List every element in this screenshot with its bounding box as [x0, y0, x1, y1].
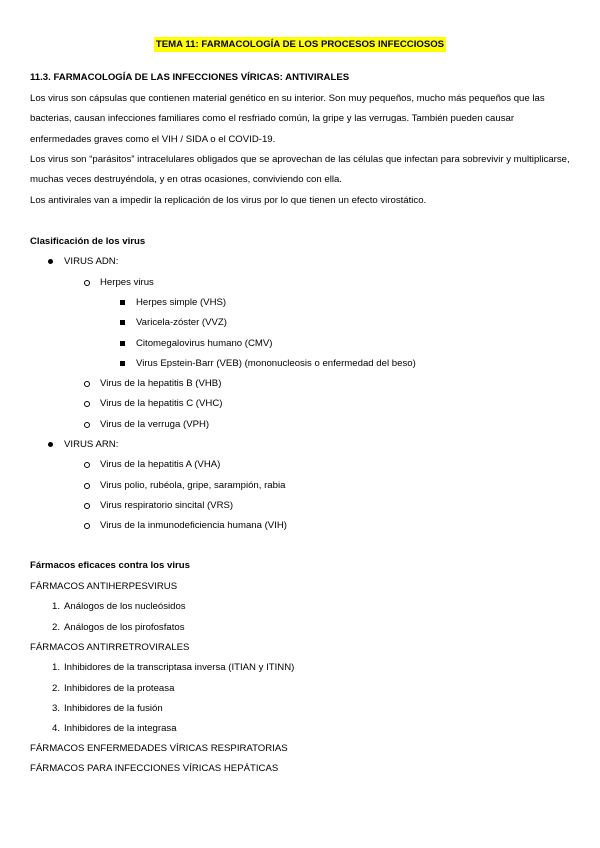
list-item-virus-arn: VIRUS ARN: — [64, 439, 119, 450]
section-heading: 11.3. FARMACOLOGÍA DE LAS INFECCIONES VÍRICAS: ANTIVIRALES — [30, 72, 350, 83]
list-item: Virus de la inmunodeficiencia humana (VIH) — [100, 520, 287, 531]
list-text: Inhibidores de la transcriptasa inversa (ITIAN y ITINN) — [64, 662, 295, 673]
list-number: 3. — [51, 703, 60, 714]
drugs-heading: Fármacos eficaces contra los virus — [30, 560, 190, 571]
classification-heading: Clasificación de los virus — [30, 236, 146, 247]
list-item-virus-adn: VIRUS ADN: — [64, 256, 119, 267]
hepatic-label: FÁRMACOS PARA INFECCIONES VÍRICAS HEPÁTICAS — [30, 763, 279, 774]
list-item-herpes-virus: Herpes virus — [100, 277, 154, 288]
list-item: Virus respiratorio sincital (VRS) — [100, 500, 234, 511]
list-item — [51, 682, 175, 696]
antiherpes-label: FÁRMACOS ANTIHERPESVIRUS — [30, 581, 178, 592]
list-item — [51, 702, 163, 716]
title-wrapper — [0, 37, 600, 52]
list-number: 2. — [51, 622, 60, 633]
list-item: Citomegalovirus humano (CMV) — [136, 338, 273, 349]
list-item: Herpes simple (VHS) — [136, 297, 227, 308]
respiratory-label: FÁRMACOS ENFERMEDADES VÍRICAS RESPIRATORIAS — [30, 743, 288, 754]
list-item: Virus Epstein-Barr (VEB) (mononucleosis o enfermedad del beso) — [136, 358, 416, 369]
list-text: Inhibidores de la integrasa — [64, 723, 177, 734]
list-item: Virus polio, rubéola, gripe, sarampión, rabia — [100, 480, 286, 491]
list-item: Virus de la hepatitis A (VHA) — [100, 459, 221, 470]
paragraph-intro: Los virus son cápsulas que contienen material genético en su interior. Son muy pequeños, mucho más pequeños que las bacterias, causan infecciones familiares como el resfriado común, la gripe y las verrugas. También pueden causar enfermedades graves como el VIH / SIDA o el COVID-19. — [30, 93, 545, 145]
list-item — [51, 661, 295, 675]
list-item: Varicela-zóster (VVZ) — [136, 317, 227, 328]
list-text: Análogos de los nucleósidos — [64, 601, 186, 612]
list-item — [51, 722, 177, 736]
antiretro-label: FÁRMACOS ANTIRRETROVIRALES — [30, 642, 190, 653]
paragraph-parasites: Los virus son “parásitos” intracelulares obligados que se aprovechan de las células que infectan para sobrevivir y multiplicarse, muchas veces destruyéndola, y en otras ocasiones, conviviendo con ella. — [30, 154, 570, 186]
list-item: Virus de la hepatitis B (VHB) — [100, 378, 222, 389]
list-number: 1. — [51, 601, 60, 612]
document-title: TEMA 11: FARMACOLOGÍA DE LOS PROCESOS INFECCIOSOS — [155, 39, 445, 50]
list-number: 2. — [51, 683, 60, 694]
list-number: 4. — [51, 723, 60, 734]
list-item: Virus de la hepatitis C (VHC) — [100, 398, 223, 409]
list-text: Inhibidores de la fusión — [64, 703, 163, 714]
paragraph-antivirals: Los antivirales van a impedir la replicación de los virus por lo que tienen un efecto virostático. — [30, 195, 427, 206]
list-number: 1. — [51, 662, 60, 673]
list-text: Inhibidores de la proteasa — [64, 683, 175, 694]
list-item: Virus de la verruga (VPH) — [100, 419, 210, 430]
list-item — [51, 600, 186, 614]
list-text: Análogos de los pirofosfatos — [64, 622, 185, 633]
list-item — [51, 621, 185, 635]
